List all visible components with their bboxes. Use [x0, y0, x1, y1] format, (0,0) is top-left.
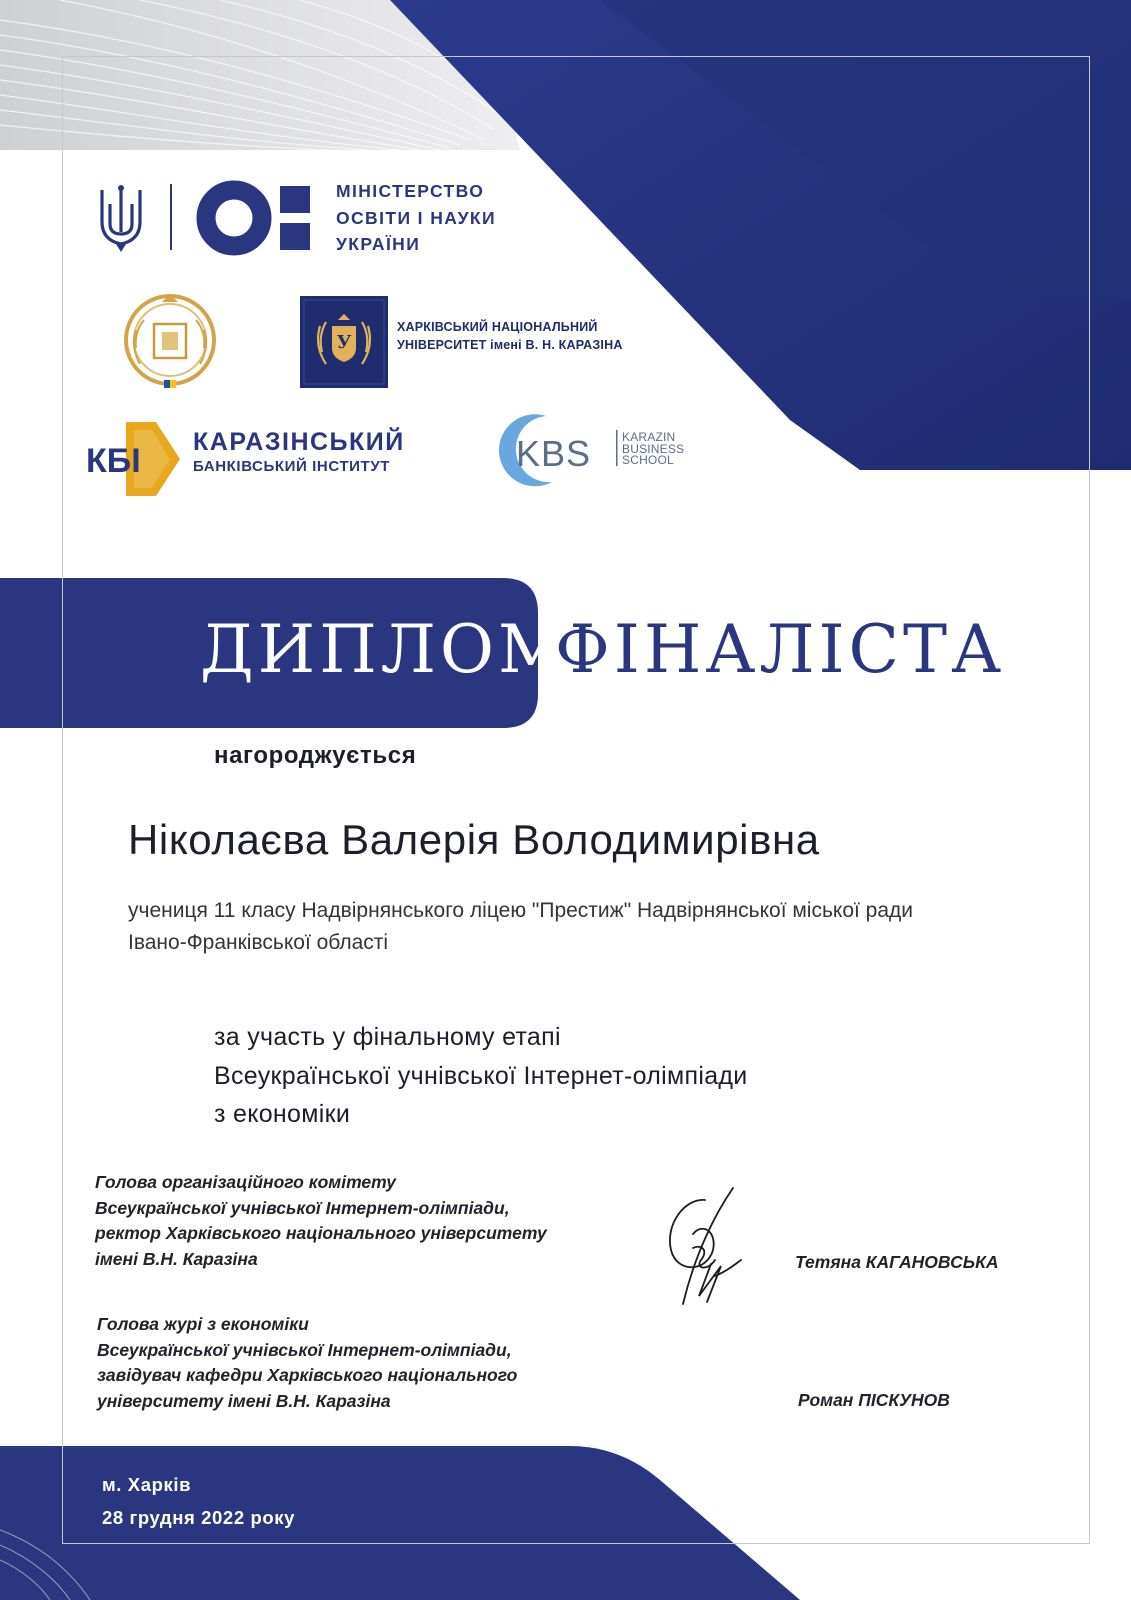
position-line: Всеукраїнської учнівської Інтернет-олімпіади, [95, 1197, 510, 1218]
reason-line: Всеукраїнської учнівської Інтернет-олімпіади [214, 1061, 748, 1090]
signatory-2-name: Роман ПІСКУНОВ [798, 1390, 950, 1410]
signatory-1-position [95, 1170, 547, 1272]
ministry-name-line: МІНІСТЕРСТВО [336, 181, 485, 201]
ministry-name [336, 178, 496, 258]
kbs-name [622, 432, 684, 467]
ministry-name-line: ОСВІТИ І НАУКИ [336, 207, 496, 228]
footer-date: 28 грудня 2022 року [102, 1507, 296, 1528]
signatory-1-name: Тетяна КАГАНОВСЬКА [795, 1252, 999, 1272]
kbi-logo-mark [84, 420, 184, 498]
kbi-title: КАРАЗІНСЬКИЙ [193, 428, 405, 456]
recipient-name: Ніколаєва Валерія Володимирівна [128, 816, 820, 863]
position-line: Всеукраїнської учнівської Інтернет-олімпіади, [97, 1339, 512, 1360]
position-line: університету імені В.Н. Каразіна [97, 1390, 391, 1411]
university-name-line: ХАРКІВСЬКИЙ НАЦІОНАЛЬНИЙ [397, 320, 598, 334]
handwritten-signature [655, 1184, 755, 1316]
kbs-name-line: BUSINESS [622, 441, 685, 456]
university-name [397, 318, 623, 354]
ministry-divider [170, 184, 172, 250]
award-reason [214, 1018, 748, 1134]
title-diploma: ДИПЛОМ [200, 611, 570, 688]
kbs-mark-text: KBS [516, 433, 592, 474]
university-seal-icon [122, 290, 218, 390]
recipient-description [128, 895, 1058, 959]
position-line: імені В.Н. Каразіна [95, 1248, 258, 1269]
position-line: ректор Харківського національного університету [95, 1223, 547, 1243]
footer-place-date [102, 1468, 295, 1534]
position-line: Голова журі з економіки [97, 1314, 309, 1334]
signatory-2-position [97, 1312, 517, 1414]
mon-o-equals-icon [196, 180, 316, 256]
university-name-line: УНІВЕРСИТЕТ імені В. Н. КАРАЗІНА [397, 338, 623, 352]
kbs-name-line: SCHOOL [622, 453, 674, 467]
kbi-mark-text: КБІ [86, 442, 141, 480]
position-line: Голова організаційного комітету [95, 1172, 397, 1192]
description-line: Івано-Франківської області [128, 931, 389, 954]
svg-text:У: У [336, 332, 352, 353]
reason-line: з економіки [214, 1100, 351, 1128]
kbi-subtitle: БАНКІВСЬКИЙ ІНСТИТУТ [193, 458, 391, 475]
karazin-university-emblem-icon [300, 296, 388, 388]
position-line: завідувач кафедри Харківського національного [97, 1365, 518, 1385]
ministry-name-line: УКРАЇНИ [336, 234, 421, 254]
reason-line: за участь у фінальному етапі [214, 1023, 561, 1051]
footer-city: м. Харків [102, 1474, 192, 1495]
ukraine-trident-icon [96, 182, 146, 254]
description-line: учениця 11 класу Надвірнянського ліцею "Престиж" Надвірнянської міської ради [128, 899, 914, 922]
kbs-name-line: KARAZIN [622, 430, 676, 444]
title-finalist: ФІНАЛІСТА [555, 611, 1006, 688]
kbs-logo-mark [494, 410, 626, 490]
awarded-label: нагороджується [214, 742, 417, 769]
